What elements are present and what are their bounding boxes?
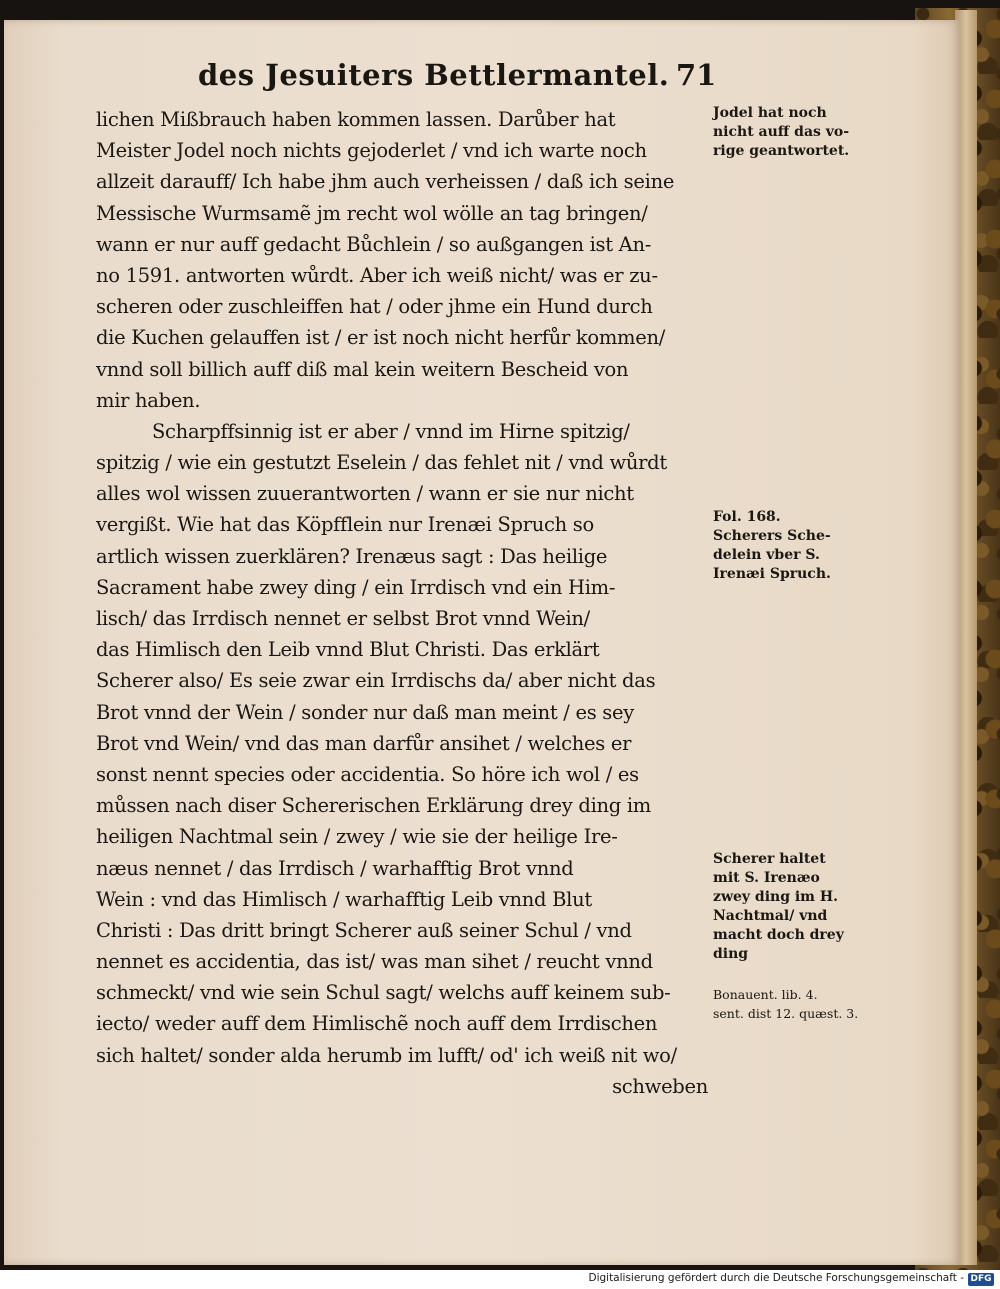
text-line: Scharpffsinnig ist er aber / vnnd im Hirne spitzig/: [152, 419, 630, 443]
text-line: vergißt. Wie hat das Köpfflein nur Irenæi Spruch so: [96, 513, 594, 537]
text-line: vnnd soll billich auff diß mal kein weitern Bescheid von: [96, 357, 629, 381]
text-line: allzeit darauff/ Ich habe jhm auch verheissen / daß ich seine: [96, 170, 675, 194]
page-number: 71: [676, 58, 717, 92]
text-line: no 1591. antworten wůrdt. Aber ich weiß nicht/ was er zu-: [96, 263, 658, 287]
marginal-note: Jodel hat noch nicht auff das vo- rige geantwortet.: [713, 105, 850, 159]
text-line: lichen Mißbrauch haben kommen lassen. Darůber hat: [96, 108, 616, 131]
running-header: des Jesuiters Bettlermantel.: [198, 58, 670, 92]
text-line: spitzig / wie ein gestutzt Eselein / das fehlet nit / vnd wůrdt: [96, 451, 667, 475]
text-line: Christi : Das dritt bringt Scherer auß seiner Schul / vnd: [96, 918, 632, 942]
text-line: die Kuchen gelauffen ist / er ist noch nicht herfůr kommen/: [96, 326, 666, 350]
text-line: Meister Jodel noch nichts gejoderlet / vnd ich warte noch: [96, 139, 647, 163]
text-line: alles wol wissen zuuerantworten / wann er sie nur nicht: [96, 482, 634, 506]
main-text-block: [96, 104, 708, 1102]
dfg-logo-icon: DFG: [968, 1273, 994, 1286]
catchword-line: schweben: [612, 1074, 708, 1098]
text-line: Wein : vnd das Himlisch / warhafftig Leib vnnd Blut: [96, 887, 592, 911]
text-line: mir haben.: [96, 388, 201, 412]
text-line: Scherer also/ Es seie zwar ein Irrdischs da/ aber nicht das: [96, 669, 656, 693]
marginal-note: Fol. 168. Scherers Sche- delein vber S. Irenæi Spruch.: [713, 509, 831, 582]
text-line: sich haltet/ sonder alda herumb im lufft/ od' ich weiß nit wo/: [96, 1043, 677, 1067]
text-line: Brot vnd Wein/ vnd das man darfůr ansihet / welches er: [96, 731, 632, 755]
text-line: lisch/ das Irrdisch nennet er selbst Brot vnnd Wein/: [96, 607, 590, 630]
text-line: iecto/ weder auff dem Himlischẽ noch auff dem Irrdischen: [96, 1012, 658, 1036]
footer-bar: [0, 1270, 1000, 1289]
marginal-note-reference: Bonauent. lib. 4. sent. dist 12. quæst. 3.: [713, 987, 859, 1021]
text-line: das Himlisch den Leib vnnd Blut Christi. Das erklärt: [96, 638, 600, 662]
text-line: Sacrament habe zwey ding / ein Irrdisch vnd ein Him-: [96, 575, 616, 599]
text-line: sonst nennt species oder accidentia. So höre ich wol / es: [96, 762, 639, 786]
text-line: næus nennet / das Irrdisch / warhafftig Brot vnnd: [96, 856, 574, 880]
text-line: heiligen Nachtmal sein / zwey / wie sie der heilige Ire-: [96, 825, 618, 849]
text-line: Messische Wurmsamẽ jm recht wol wölle an tag bringen/: [96, 201, 648, 225]
footer-credit: Digitalisierung gefördert durch die Deutsche Forschungsgemeinschaft -: [588, 1272, 964, 1284]
text-line: scheren oder zuschleiffen hat / oder jhme ein Hund durch: [96, 295, 653, 319]
text-line: artlich wissen zuerklären? Irenæus sagt : Das heilige: [96, 544, 608, 568]
text-line: Brot vnnd der Wein / sonder nur daß man meint / es sey: [96, 700, 634, 724]
text-line: nennet es accidentia, das ist/ was man sihet / reucht vnnd: [96, 950, 653, 974]
text-line: schmeckt/ vnd wie sein Schul sagt/ welchs auff keinem sub-: [96, 981, 671, 1005]
text-line: wann er nur auff gedacht Bůchlein / so außgangen ist An-: [96, 232, 652, 256]
marginal-note: Scherer haltet mit S. Irenæo zwey ding im H. Nachtmal/ vnd macht doch drey ding: [713, 851, 844, 962]
text-line: můssen nach diser Schererischen Erklärung drey ding im: [96, 794, 651, 818]
